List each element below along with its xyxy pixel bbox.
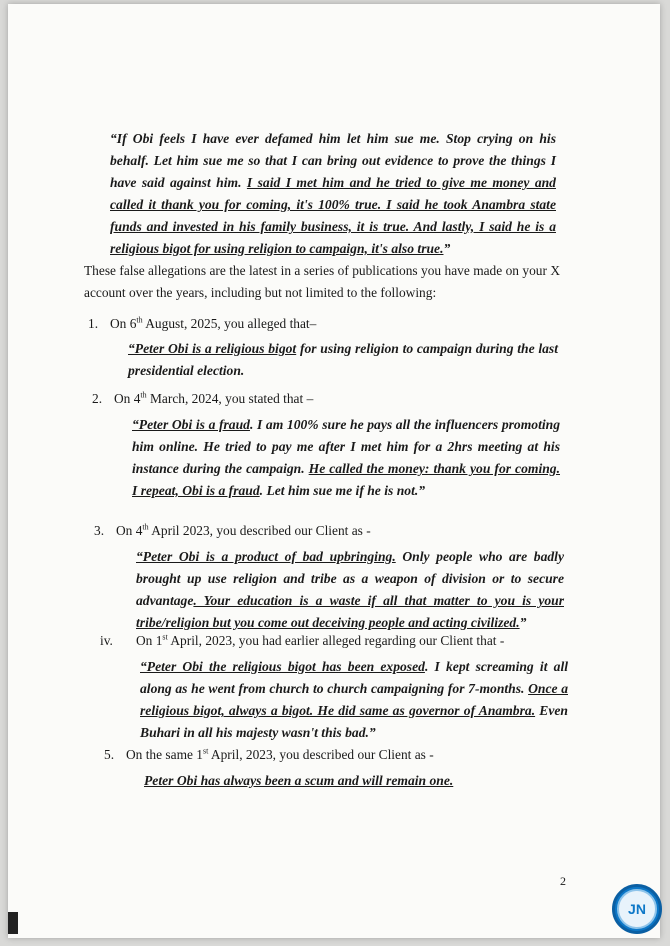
list-item-2: 2. On 4th March, 2024, you stated that – [92,390,314,406]
watermark-logo [612,884,662,934]
quote-1: “Peter Obi is a religious bigot for using religion to campaign during the last presidential election. [128,341,559,378]
logo-icon: JN [617,889,657,929]
quote-5: Peter Obi has always been a scum and will remain one. [144,773,454,788]
page-number: 2 [560,874,566,888]
quote-2: “Peter Obi is a fraud. I am 100% sure he pays all the influencers promoting him online. He tried to pay me after I met him for a 2hrs meeting at his instance during the campaign. He called the money: thank you for coming. I repeat, Obi is a fraud. Let him sue me if he is not.” [132,417,560,498]
quote-4: “Peter Obi the religious bigot has been exposed. I kept screaming it all along as he went from church to church campaigning for 7-months. Once a religious bigot, always a bigot. He did same as governor of Anambra. Even Buhari in all his majesty wasn't this bad.” [140,659,568,740]
opening-quote: “If Obi feels I have ever defamed him let him sue me. Stop crying on his behalf. Let him sue me so that I can bring out evidence to prove the things I have said against him. I said I met him and he tried to give me money and called it thank you for coming, it's 100% true. I said he took Anambra state funds and invested in his family business, it is true. And lastly, I said he is a religious bigot for using religion to campaign, it's also true.” [110,131,556,256]
list-item-3: 3. On 4th April 2023, you described our Client as - [94,522,371,538]
document-page [8,4,660,938]
list-item-5: 5. On the same 1st April, 2023, you described our Client as - [104,746,434,762]
intro-paragraph: These false allegations are the latest in a series of publications you have made on your X account over the years, including but not limited to the following: [84,263,560,300]
list-item-4: iv. On 1st April, 2023, you had earlier alleged regarding our Client that - [100,632,505,648]
list-item-1: 1. On 6th August, 2025, you alleged that– [88,315,317,331]
quote-3: “Peter Obi is a product of bad upbringing. Only people who are badly brought up use religion and tribe as a weapon of division or to secure advantage. Your education is a waste if all that matter to you is your tribe/religion but you come out deceiving people and acting civilized.” [136,549,564,630]
binder-mark [8,912,18,934]
